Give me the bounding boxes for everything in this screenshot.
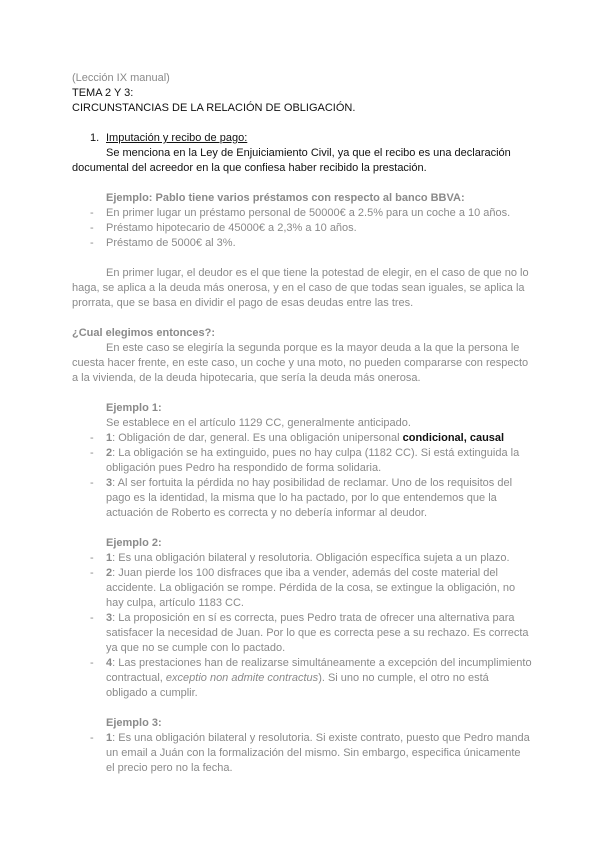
example-2-title: Ejemplo 2:	[106, 537, 162, 549]
example-1	[72, 401, 532, 521]
loan-list	[72, 206, 532, 251]
item-number: 1	[106, 732, 113, 744]
example-1-title: Ejemplo 1:	[106, 402, 162, 414]
item-text: : Las prestaciones han de realizarse simultáneamente a excepción del incumplimiento contractual,	[106, 657, 532, 684]
example-3-list	[72, 731, 532, 776]
item-text: : Es una obligación bilateral y resolutoria. Si existe contrato, puesto que Pedro manda un email a Juán con la formalización del mismo. Sin embargo, especifica únicamente el precio pero no la fecha.	[106, 732, 530, 774]
question-heading: ¿Cual elegimos entonces?:	[72, 327, 216, 339]
item-number: 3	[106, 612, 113, 624]
section-1-title: Imputación y recibo de pago:	[106, 132, 248, 144]
example-2-item	[72, 611, 532, 656]
section-1-intro: Se menciona en la Ley de Enjuiciamiento Civil, ya que el recibo es una declaración documental del acreedor en la que confiesa haber recibido la prestación.	[72, 147, 511, 174]
example-2-item	[72, 656, 532, 701]
item-text: : Es una obligación bilateral y resolutoria. Obligación específica sujeta a un plazo.	[112, 552, 510, 564]
example-bbva	[72, 191, 532, 251]
example-3	[72, 716, 532, 776]
example-1-item	[72, 446, 532, 476]
item-number: 1	[106, 432, 113, 444]
example-3-item	[72, 731, 532, 776]
example-1-item	[72, 476, 532, 521]
example-1-list	[72, 431, 532, 521]
item-text: : La proposición en sí es correcta, pues Pedro trata de ofrecer una alternativa para satisfacer la necesidad de Juan. Por lo que es correcta pese a su rechazo. Es correcta ya que no se cumple con lo pactado.	[106, 612, 529, 654]
topic-heading: TEMA 2 Y 3:	[72, 87, 134, 99]
example-bbva-title: Ejemplo: Pablo tiene varios préstamos con respecto al banco BBVA:	[106, 192, 465, 204]
item-text: : Al ser fortuita la pérdida no hay posibilidad de reclamar. Uno de los requisitos del pago es la identidad, la misma que lo ha pactado, por lo que entendemos que la actuación de Roberto es correcta y no debería informar al deudor.	[106, 477, 513, 519]
loan-item: - Préstamo de 5000€ al 3%.	[72, 236, 532, 251]
item-number: 2	[106, 447, 113, 459]
example-3-title: Ejemplo 3:	[106, 717, 162, 729]
example-2-list	[72, 551, 532, 701]
loan-item: - En primer lugar un préstamo personal de 50000€ a 2.5% para un coche a 10 años.	[72, 206, 532, 221]
item-number: 1	[106, 552, 113, 564]
item-latin-term: exceptio non admite contractus	[165, 672, 319, 684]
item-emphasis: condicional, causal	[402, 432, 505, 444]
example-1-item	[72, 431, 532, 446]
item-text: : La obligación se ha extinguido, pues no hay culpa (1182 CC). Si está extinguida la obligación pues Pedro ha respondido de forma solidaria.	[106, 447, 520, 474]
loan-item: - Préstamo hipotecario de 45000€ a 2,3% a 10 años.	[72, 221, 532, 236]
question-answer: En este caso se elegiría la segunda porque es la mayor deuda a la que la persona le cuesta hacer frente, en este caso, un coche y una moto, no pueden compararse con respecto a la vivienda, de la deuda hipotecaria, que sería la deuda más onerosa.	[72, 342, 529, 384]
lesson-note: (Lección IX manual)	[72, 72, 170, 84]
document-title: CIRCUNSTANCIAS DE LA RELACIÓN DE OBLIGACIÓN.	[72, 102, 356, 114]
section-1-number: 1.	[90, 132, 100, 144]
item-number: 2	[106, 567, 113, 579]
debtor-paragraph: En primer lugar, el deudor es el que tiene la potestad de elegir, en el caso de que no lo haga, se aplica a la deuda más onerosa, y en el caso de que todas sean iguales, se aplica la prorrata, que se basa en dividir el pago de esas deudas entre las tres.	[72, 267, 529, 309]
example-2-item	[72, 551, 532, 566]
section-1-heading	[90, 131, 532, 146]
item-number: 3	[106, 477, 113, 489]
example-1-intro: Se establece en el artículo 1129 CC, generalmente anticipado.	[106, 417, 411, 429]
example-2-item	[72, 566, 532, 611]
item-text: : Obligación de dar, general. Es una obligación unipersonal	[112, 432, 403, 444]
document-body	[72, 71, 532, 776]
item-text: ). Si uno no cumple, el otro no está obligado a cumplir.	[106, 672, 489, 699]
example-2	[72, 536, 532, 701]
item-number: 4	[106, 657, 113, 669]
item-text: : Juan pierde los 100 disfraces que iba a vender, además del coste material del accidente. La obligación se rompe. Pérdida de la cosa, se extingue la obligación, no hay culpa, artículo 1183 CC.	[106, 567, 516, 609]
